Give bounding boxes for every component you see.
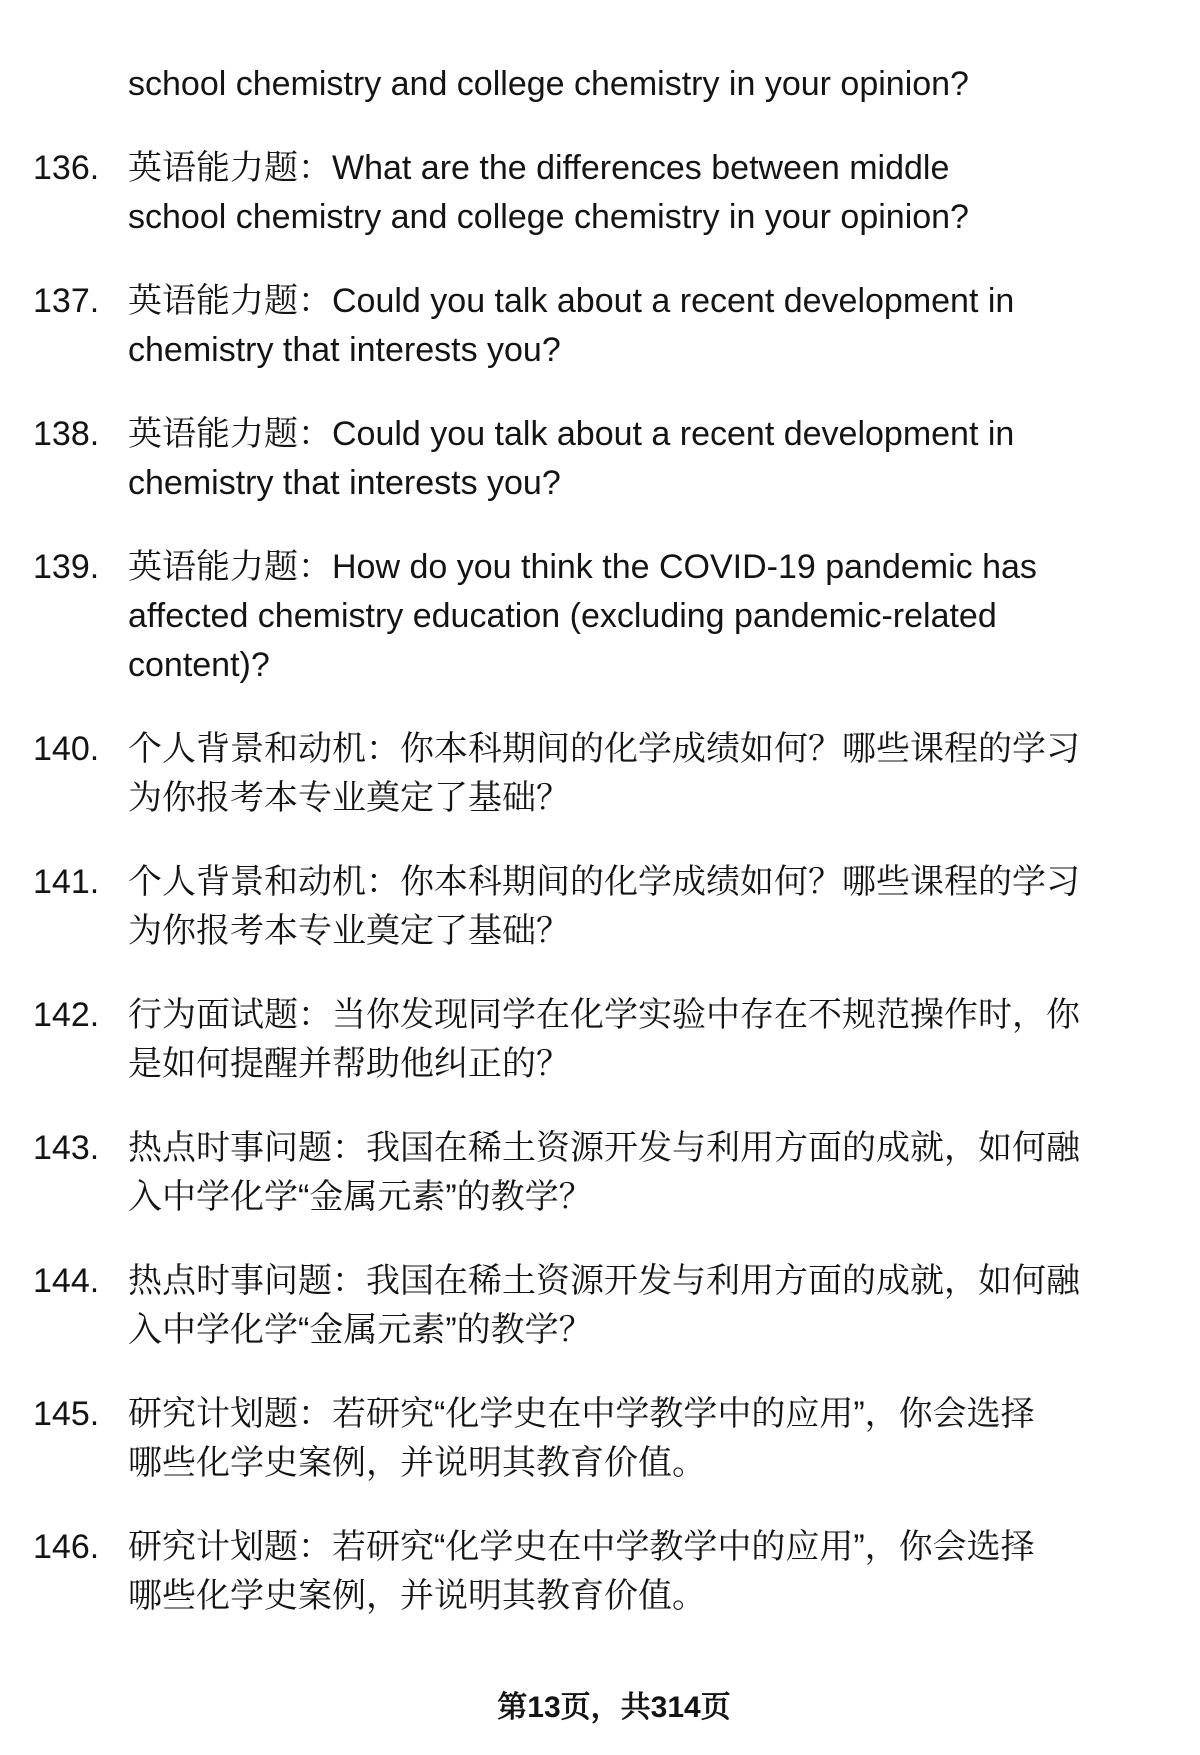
question-item [0,144,1200,242]
question-number: 142. [33,996,100,1034]
question-item [0,1523,1200,1621]
page-footer: 第13页，共314页 [497,1691,731,1724]
question-text-line: affected chemistry education (excluding pandemic-related [128,597,997,635]
question-text [128,410,1200,508]
question-item [0,277,1200,375]
question-text-line: school chemistry and college chemistry in your opinion? [128,198,969,236]
question-number: 141. [33,863,100,901]
question-text-line: 是如何提醒并帮助他纠正的？ [128,1045,570,1083]
question-item [0,725,1200,823]
question-item [0,410,1200,508]
question-number: 145. [33,1395,100,1433]
question-list [0,60,1200,1656]
question-text [128,1523,1200,1621]
question-text-line: 英语能力题：How do you think the COVID-19 pandemic has [128,548,1037,586]
question-text-line: 个人背景和动机：你本科期间的化学成绩如何？哪些课程的学习 [128,730,1080,768]
question-text-line: 英语能力题：Could you talk about a recent development in [128,415,1015,453]
question-text-line: 哪些化学史案例，并说明其教育价值。 [128,1444,706,1482]
question-text [128,991,1200,1089]
question-number: 137. [33,282,100,320]
question-number: 139. [33,548,100,586]
question-item [0,543,1200,690]
question-item [0,858,1200,956]
question-item [0,1124,1200,1222]
question-item-continuation [0,60,1200,109]
question-text-line: chemistry that interests you? [128,464,561,502]
question-text [128,277,1200,375]
question-text [128,858,1200,956]
question-text-line: 研究计划题：若研究“化学史在中学教学中的应用”，你会选择 [128,1528,1035,1566]
question-text-line: 个人背景和动机：你本科期间的化学成绩如何？哪些课程的学习 [128,863,1080,901]
question-text-line: 热点时事问题：我国在稀土资源开发与利用方面的成就，如何融 [128,1262,1080,1300]
question-text-line: 英语能力题：What are the differences between middle [128,149,950,187]
question-text [128,60,1200,109]
question-number: 140. [33,730,100,768]
question-text [128,725,1200,823]
question-number: 146. [33,1528,100,1566]
question-text-line: 行为面试题：当你发现同学在化学实验中存在不规范操作时，你 [128,996,1080,1034]
question-item [0,1390,1200,1488]
question-text [128,144,1200,242]
question-text-line: 为你报考本专业奠定了基础？ [128,912,570,950]
question-text [128,1124,1200,1222]
question-text-line: 研究计划题：若研究“化学史在中学教学中的应用”，你会选择 [128,1395,1035,1433]
question-number: 136. [33,149,100,187]
question-text [128,543,1200,690]
question-text-line: 入中学化学“金属元素”的教学？ [128,1178,593,1216]
question-text-line: 英语能力题：Could you talk about a recent development in [128,282,1015,320]
question-text-line: 为你报考本专业奠定了基础？ [128,779,570,817]
question-text-line: 热点时事问题：我国在稀土资源开发与利用方面的成就，如何融 [128,1129,1080,1167]
question-item [0,991,1200,1089]
question-text [128,1390,1200,1488]
question-number: 138. [33,415,100,453]
question-text-line: 入中学化学“金属元素”的教学？ [128,1311,593,1349]
question-text-line: school chemistry and college chemistry in your opinion? [128,65,969,103]
question-text-line: chemistry that interests you? [128,331,561,369]
question-number: 143. [33,1129,100,1167]
question-number [33,60,128,109]
question-number: 144. [33,1262,100,1300]
question-item [0,1257,1200,1355]
question-text [128,1257,1200,1355]
question-text-line: 哪些化学史案例，并说明其教育价值。 [128,1577,706,1615]
question-text-line: content)? [128,646,270,684]
